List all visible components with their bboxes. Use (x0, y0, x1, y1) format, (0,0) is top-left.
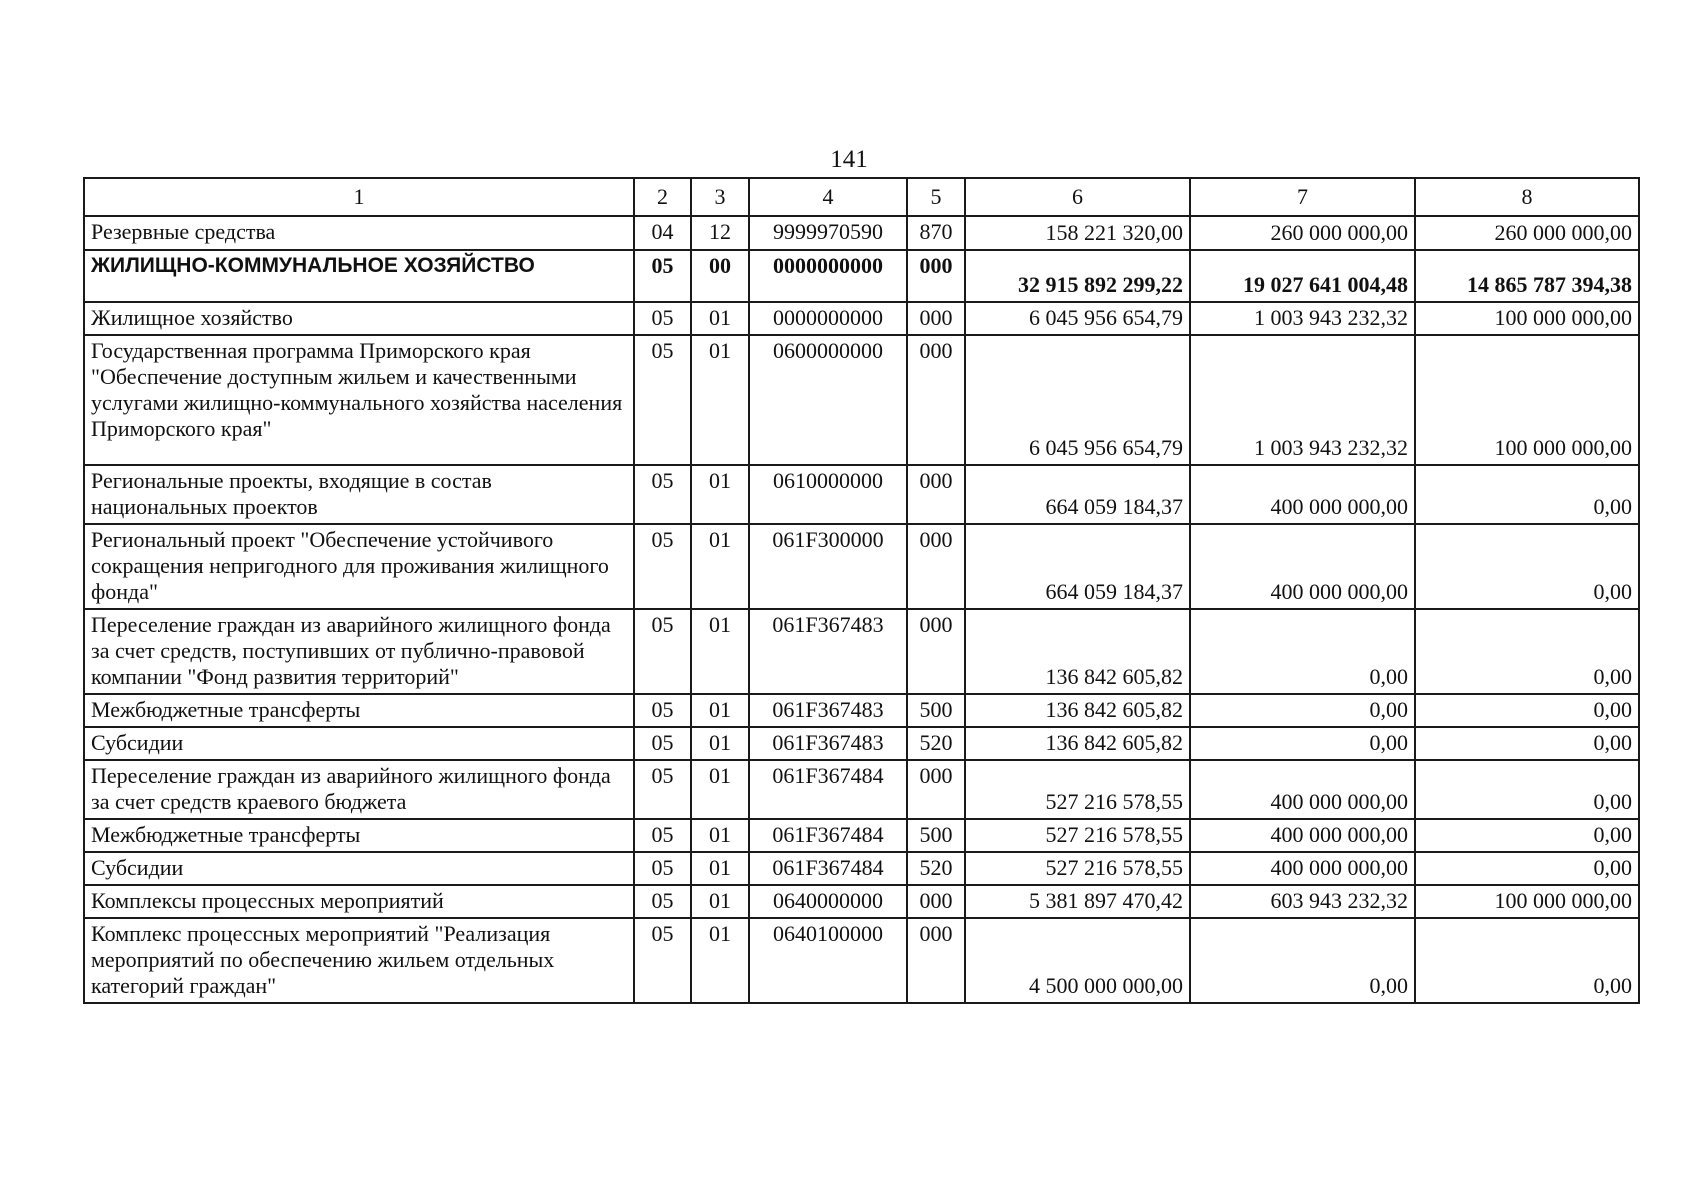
section-code-cell: 05 (634, 335, 691, 465)
amount-col8-cell: 0,00 (1415, 760, 1639, 819)
subsection-code-cell: 01 (691, 760, 749, 819)
column-number-cell: 5 (907, 178, 965, 216)
section-code-cell: 05 (634, 524, 691, 609)
amount-col7-cell: 400 000 000,00 (1190, 760, 1415, 819)
amount-col7-cell: 0,00 (1190, 727, 1415, 760)
amount-col6-cell: 5 381 897 470,42 (965, 885, 1190, 918)
table-row (84, 524, 1639, 609)
section-code-cell: 05 (634, 760, 691, 819)
column-number-cell: 3 (691, 178, 749, 216)
section-code-cell: 04 (634, 216, 691, 250)
expense-type-cell: 000 (907, 335, 965, 465)
section-code-cell: 05 (634, 918, 691, 1003)
amount-col7-cell: 400 000 000,00 (1190, 465, 1415, 524)
row-name-cell: Государственная программа Приморского края "Обеспечение доступным жильем и качественными услугами жилищно-коммунального хозяйства населения Приморского края" (84, 335, 634, 465)
row-name-cell: Межбюджетные трансферты (84, 694, 634, 727)
expense-type-cell: 500 (907, 694, 965, 727)
amount-col6-cell: 158 221 320,00 (965, 216, 1190, 250)
amount-col6-cell: 6 045 956 654,79 (965, 302, 1190, 335)
subsection-code-cell: 01 (691, 727, 749, 760)
section-code-cell: 05 (634, 852, 691, 885)
target-article-cell: 061F367483 (749, 694, 907, 727)
row-name-cell: Переселение граждан из аварийного жилищного фонда за счет средств, поступивших от публично-правовой компании "Фонд развития территорий" (84, 609, 634, 694)
amount-col8-cell: 0,00 (1415, 465, 1639, 524)
amount-col7-cell: 400 000 000,00 (1190, 819, 1415, 852)
subsection-code-cell: 12 (691, 216, 749, 250)
amount-col8-cell: 260 000 000,00 (1415, 216, 1639, 250)
column-number-cell: 6 (965, 178, 1190, 216)
row-name-cell: Субсидии (84, 852, 634, 885)
target-article-cell: 061F367484 (749, 852, 907, 885)
target-article-cell: 061F367483 (749, 609, 907, 694)
amount-col7-cell: 260 000 000,00 (1190, 216, 1415, 250)
table-row (84, 852, 1639, 885)
amount-col6-cell: 6 045 956 654,79 (965, 335, 1190, 465)
amount-col8-cell: 0,00 (1415, 852, 1639, 885)
amount-col7-cell: 19 027 641 004,48 (1190, 250, 1415, 302)
subsection-code-cell: 01 (691, 609, 749, 694)
expense-type-cell: 500 (907, 819, 965, 852)
subsection-code-cell: 00 (691, 250, 749, 302)
amount-col8-cell: 100 000 000,00 (1415, 335, 1639, 465)
subsection-code-cell: 01 (691, 465, 749, 524)
expense-type-cell: 000 (907, 918, 965, 1003)
budget-table (83, 177, 1640, 1004)
subsection-code-cell: 01 (691, 302, 749, 335)
amount-col7-cell: 0,00 (1190, 694, 1415, 727)
amount-col8-cell: 0,00 (1415, 609, 1639, 694)
amount-col8-cell: 0,00 (1415, 694, 1639, 727)
amount-col6-cell: 527 216 578,55 (965, 819, 1190, 852)
section-code-cell: 05 (634, 694, 691, 727)
target-article-cell: 0600000000 (749, 335, 907, 465)
table-row (84, 250, 1639, 302)
row-name-cell: Региональный проект "Обеспечение устойчивого сокращения непригодного для проживания жилищного фонда" (84, 524, 634, 609)
expense-type-cell: 000 (907, 609, 965, 694)
row-name-cell: Комплексы процессных мероприятий (84, 885, 634, 918)
amount-col6-cell: 4 500 000 000,00 (965, 918, 1190, 1003)
column-number-cell: 2 (634, 178, 691, 216)
target-article-cell: 0610000000 (749, 465, 907, 524)
section-code-cell: 05 (634, 465, 691, 524)
column-number-cell: 7 (1190, 178, 1415, 216)
amount-col7-cell: 0,00 (1190, 609, 1415, 694)
amount-col6-cell: 664 059 184,37 (965, 524, 1190, 609)
expense-type-cell: 000 (907, 302, 965, 335)
target-article-cell: 0640100000 (749, 918, 907, 1003)
row-name-cell: Субсидии (84, 727, 634, 760)
subsection-code-cell: 01 (691, 819, 749, 852)
amount-col7-cell: 400 000 000,00 (1190, 852, 1415, 885)
table-row (84, 760, 1639, 819)
amount-col6-cell: 136 842 605,82 (965, 609, 1190, 694)
table-row (84, 609, 1639, 694)
subsection-code-cell: 01 (691, 918, 749, 1003)
target-article-cell: 061F367484 (749, 819, 907, 852)
table-row (84, 918, 1639, 1003)
amount-col7-cell: 603 943 232,32 (1190, 885, 1415, 918)
expense-type-cell: 000 (907, 885, 965, 918)
target-article-cell: 0000000000 (749, 250, 907, 302)
column-number-cell: 1 (84, 178, 634, 216)
row-name-cell: Межбюджетные трансферты (84, 819, 634, 852)
amount-col8-cell: 0,00 (1415, 727, 1639, 760)
page-number: 141 (830, 146, 868, 173)
table-row (84, 302, 1639, 335)
column-number-row (84, 178, 1639, 216)
expense-type-cell: 520 (907, 852, 965, 885)
amount-col8-cell: 0,00 (1415, 819, 1639, 852)
amount-col6-cell: 664 059 184,37 (965, 465, 1190, 524)
section-code-cell: 05 (634, 302, 691, 335)
amount-col7-cell: 1 003 943 232,32 (1190, 335, 1415, 465)
amount-col6-cell: 527 216 578,55 (965, 760, 1190, 819)
amount-col8-cell: 0,00 (1415, 918, 1639, 1003)
row-name-cell: Резервные средства (84, 216, 634, 250)
amount-col6-cell: 136 842 605,82 (965, 727, 1190, 760)
section-code-cell: 05 (634, 609, 691, 694)
target-article-cell: 061F367483 (749, 727, 907, 760)
amount-col6-cell: 32 915 892 299,22 (965, 250, 1190, 302)
row-name-cell: Переселение граждан из аварийного жилищного фонда за счет средств краевого бюджета (84, 760, 634, 819)
amount-col7-cell: 0,00 (1190, 918, 1415, 1003)
table-row (84, 694, 1639, 727)
row-name-cell: Комплекс процессных мероприятий "Реализация мероприятий по обеспечению жильем отдельных категорий граждан" (84, 918, 634, 1003)
amount-col8-cell: 100 000 000,00 (1415, 885, 1639, 918)
subsection-code-cell: 01 (691, 524, 749, 609)
section-code-cell: 05 (634, 885, 691, 918)
target-article-cell: 061F300000 (749, 524, 907, 609)
expense-type-cell: 000 (907, 250, 965, 302)
subsection-code-cell: 01 (691, 694, 749, 727)
table-row (84, 727, 1639, 760)
target-article-cell: 061F367484 (749, 760, 907, 819)
table-row (84, 819, 1639, 852)
table-row (84, 335, 1639, 465)
amount-col7-cell: 400 000 000,00 (1190, 524, 1415, 609)
table-row (84, 216, 1639, 250)
row-name-cell: Региональные проекты, входящие в состав национальных проектов (84, 465, 634, 524)
section-code-cell: 05 (634, 819, 691, 852)
amount-col6-cell: 527 216 578,55 (965, 852, 1190, 885)
amount-col8-cell: 14 865 787 394,38 (1415, 250, 1639, 302)
expense-type-cell: 000 (907, 524, 965, 609)
column-number-cell: 8 (1415, 178, 1639, 216)
expense-type-cell: 520 (907, 727, 965, 760)
amount-col8-cell: 100 000 000,00 (1415, 302, 1639, 335)
expense-type-cell: 000 (907, 760, 965, 819)
amount-col7-cell: 1 003 943 232,32 (1190, 302, 1415, 335)
table-body (84, 178, 1639, 1003)
target-article-cell: 9999970590 (749, 216, 907, 250)
expense-type-cell: 000 (907, 465, 965, 524)
subsection-code-cell: 01 (691, 852, 749, 885)
column-number-cell: 4 (749, 178, 907, 216)
amount-col6-cell: 136 842 605,82 (965, 694, 1190, 727)
row-name-cell: ЖИЛИЩНО-КОММУНАЛЬНОЕ ХОЗЯЙСТВО (84, 250, 634, 302)
table-row (84, 465, 1639, 524)
table-row (84, 885, 1639, 918)
subsection-code-cell: 01 (691, 335, 749, 465)
target-article-cell: 0000000000 (749, 302, 907, 335)
expense-type-cell: 870 (907, 216, 965, 250)
row-name-cell: Жилищное хозяйство (84, 302, 634, 335)
target-article-cell: 0640000000 (749, 885, 907, 918)
section-code-cell: 05 (634, 727, 691, 760)
section-code-cell: 05 (634, 250, 691, 302)
subsection-code-cell: 01 (691, 885, 749, 918)
amount-col8-cell: 0,00 (1415, 524, 1639, 609)
